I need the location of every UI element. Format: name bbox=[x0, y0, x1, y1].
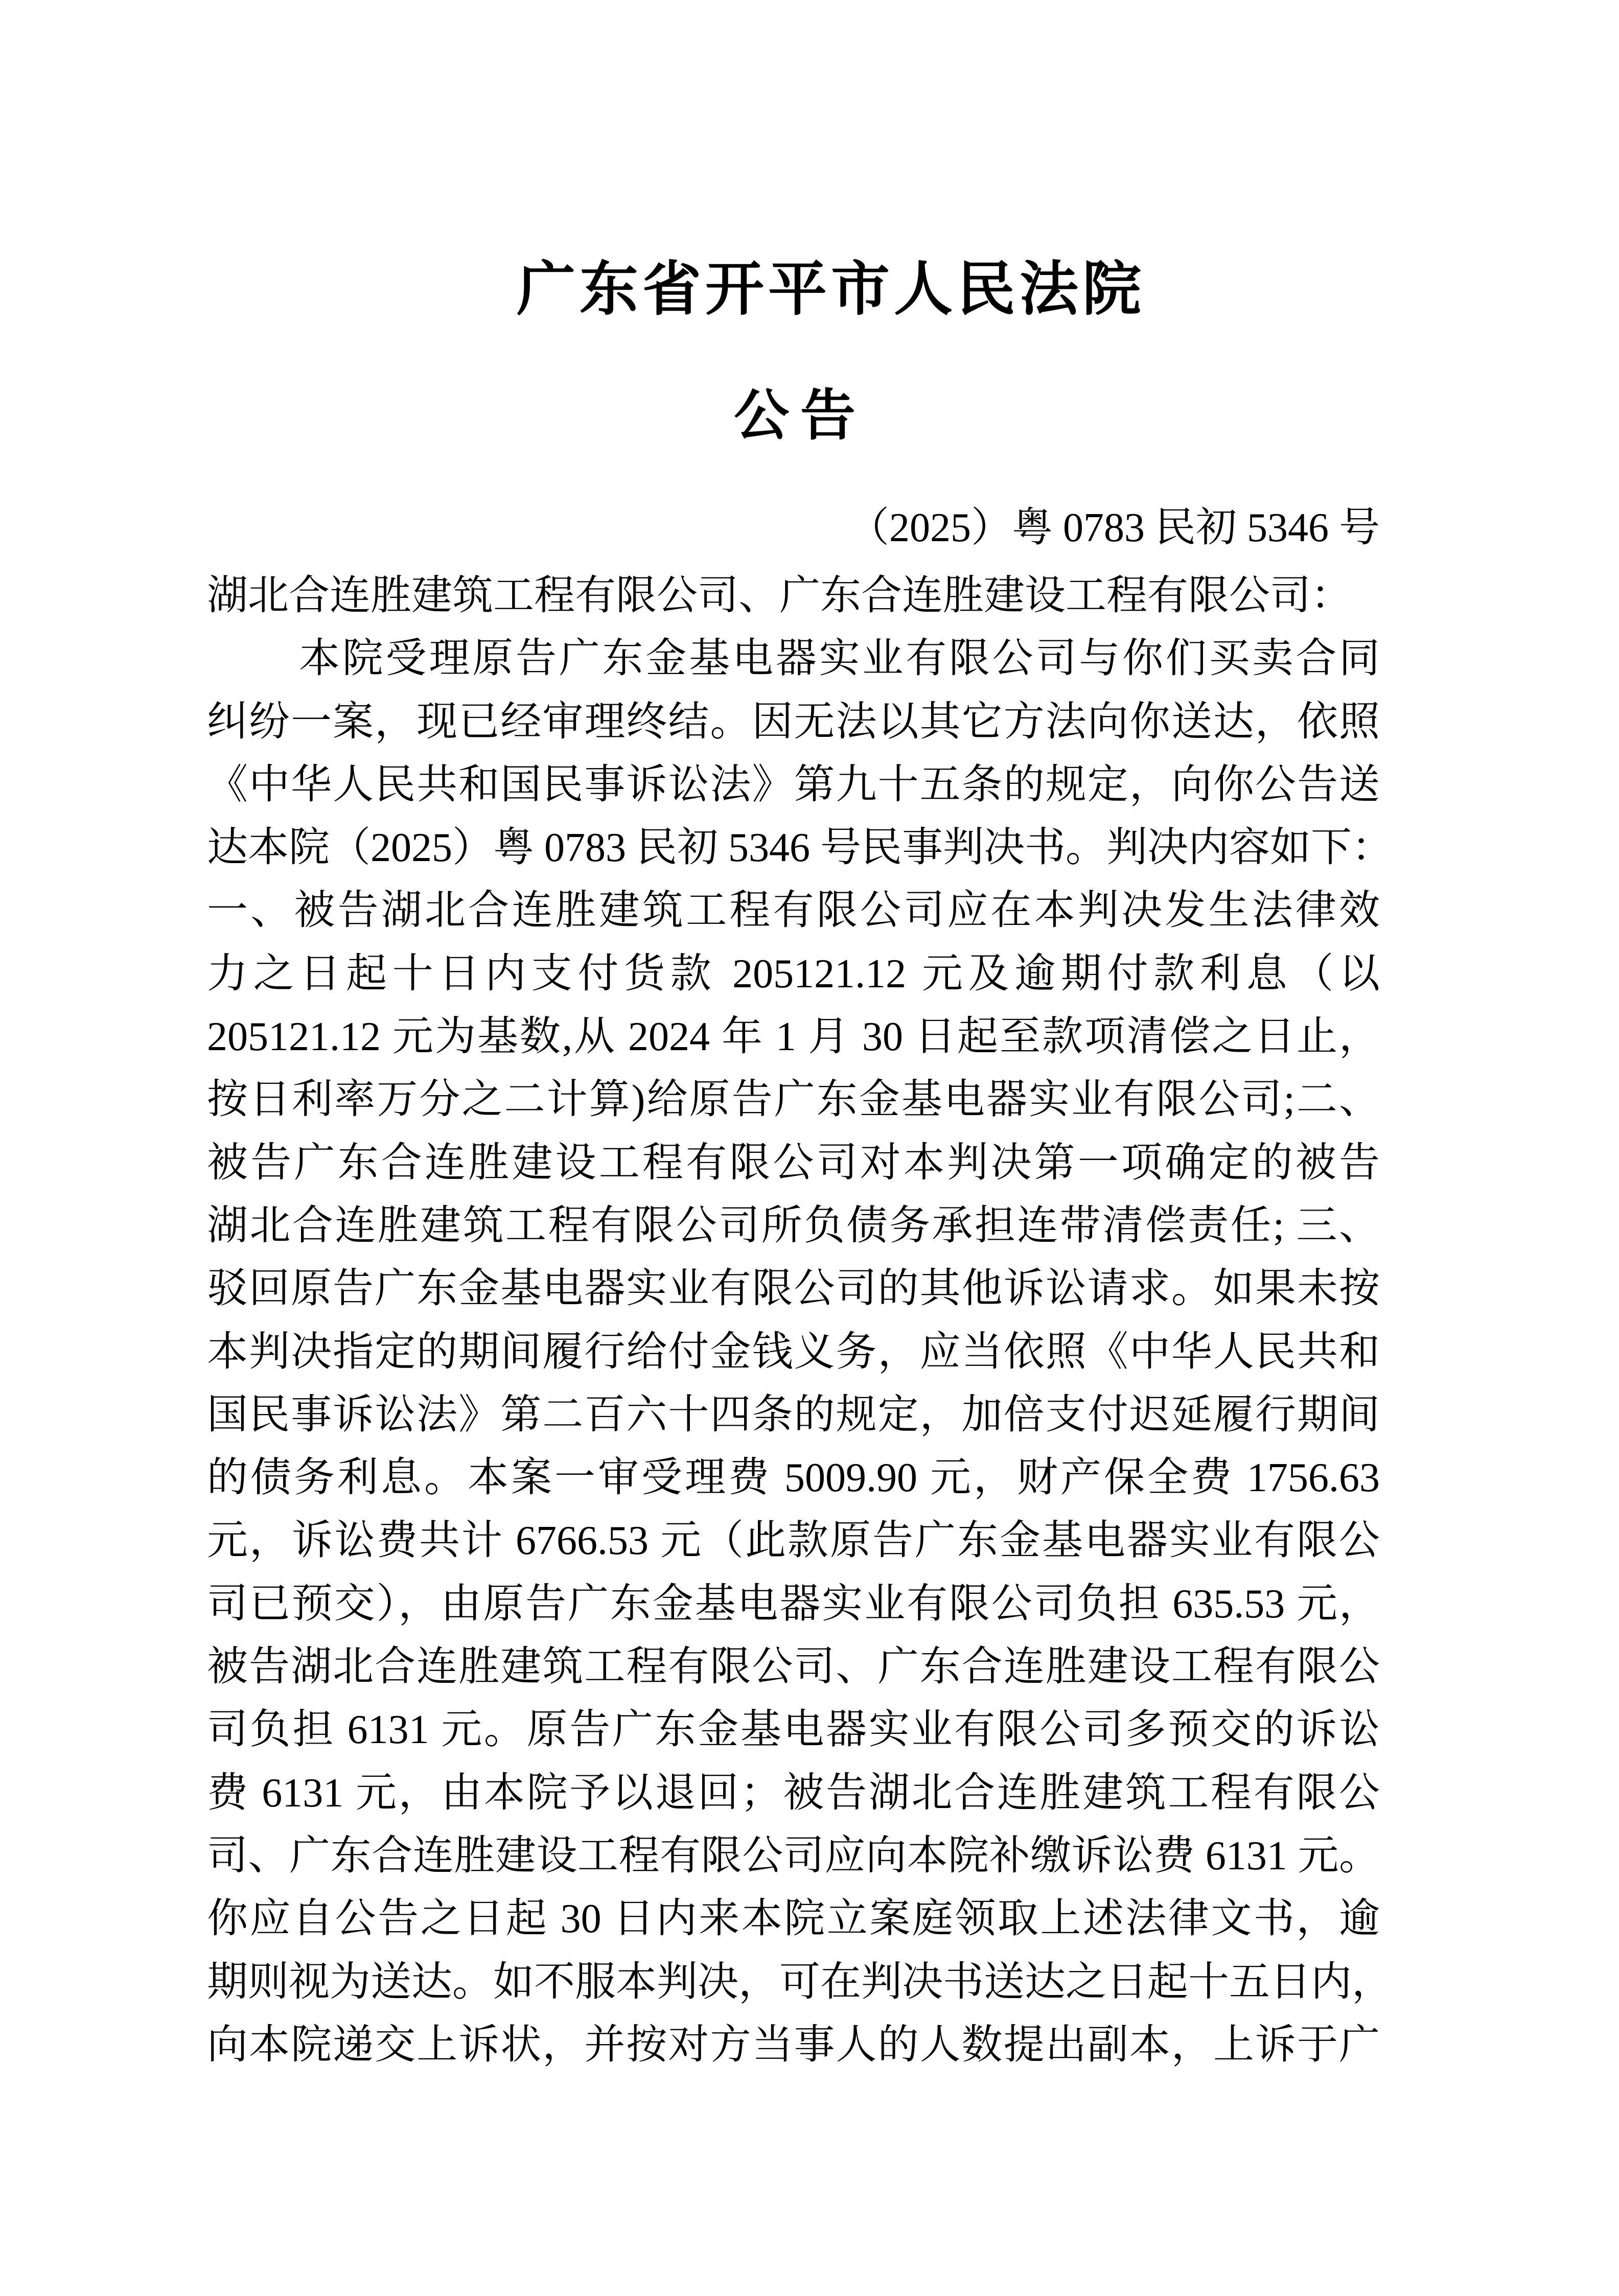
notice-body bbox=[207, 565, 1393, 2077]
body-line: 一、被告湖北合连胜建筑工程有限公司应在本判决发生法律效 bbox=[207, 888, 1380, 934]
body-line: 本判决指定的期间履行给付金钱义务，应当依照《中华人民共和 bbox=[207, 1329, 1380, 1375]
body-line: 纠纷一案，现已经审理终结。因无法以其它方法向你送达，依照 bbox=[207, 699, 1380, 745]
body-line: 你应自公告之日起 30 日内来本院立案庭领取上述法律文书，逾 bbox=[207, 1896, 1380, 1942]
body-line: 国民事诉讼法》第二百六十四条的规定，加倍支付迟延履行期间 bbox=[207, 1392, 1380, 1437]
body-line: 被告湖北合连胜建筑工程有限公司、广东合连胜建设工程有限公 bbox=[207, 1644, 1380, 1690]
case-number: （2025）粤 0783 民初 5346 号 bbox=[848, 505, 1380, 550]
body-line: 向本院递交上诉状，并按对方当事人的人数提出副本，上诉于广 bbox=[207, 2022, 1380, 2068]
body-line: 元，诉讼费共计 6766.53 元（此款原告广东金基电器实业有限公 bbox=[207, 1518, 1380, 1564]
body-line: 被告广东合连胜建设工程有限公司对本判决第一项确定的被告 bbox=[207, 1140, 1380, 1186]
body-line: 本院受理原告广东金基电器实业有限公司与你们买卖合同 bbox=[299, 636, 1380, 682]
addressee-line: 湖北合连胜建筑工程有限公司、广东合连胜建设工程有限公司： bbox=[207, 573, 1352, 618]
body-line: 司负担 6131 元。原告广东金基电器实业有限公司多预交的诉讼 bbox=[207, 1707, 1380, 1753]
notice-title: 公告 bbox=[733, 386, 867, 447]
body-line: 司已预交），由原告广东金基电器实业有限公司负担 635.53 元， bbox=[207, 1581, 1380, 1627]
body-line: 驳回原告广东金基电器实业有限公司的其他诉讼请求。如果未按 bbox=[207, 1266, 1380, 1312]
body-line: 按日利率万分之二计算)给原告广东金基电器实业有限公司;二、 bbox=[207, 1077, 1380, 1123]
body-line: 费 6131 元，由本院予以退回；被告湖北合连胜建筑工程有限公 bbox=[207, 1770, 1380, 1816]
body-line: 湖北合连胜建筑工程有限公司所负债务承担连带清偿责任; 三、 bbox=[207, 1203, 1380, 1248]
body-line: 的债务利息。本案一审受理费 5009.90 元，财产保全费 1756.63 bbox=[207, 1455, 1380, 1501]
body-line: 司、广东合连胜建设工程有限公司应向本院补缴诉讼费 6131 元。 bbox=[207, 1833, 1380, 1878]
body-line: 205121.12 元为基数,从 2024 年 1 月 30 日起至款项清偿之日止， bbox=[207, 1014, 1380, 1060]
body-line: 力之日起十日内支付货款 205121.12 元及逾期付款利息（以 bbox=[207, 951, 1380, 996]
body-line: 达本院（2025）粤 0783 民初 5346 号民事判决书。判决内容如下： bbox=[207, 825, 1393, 871]
court-name-title: 广东省开平市人民法院 bbox=[516, 257, 1145, 322]
body-line: 期则视为送达。如不服本判决，可在判决书送达之日起十五日内， bbox=[207, 1959, 1393, 2005]
body-line: 《中华人民共和国民事诉讼法》第九十五条的规定，向你公告送 bbox=[207, 762, 1380, 807]
